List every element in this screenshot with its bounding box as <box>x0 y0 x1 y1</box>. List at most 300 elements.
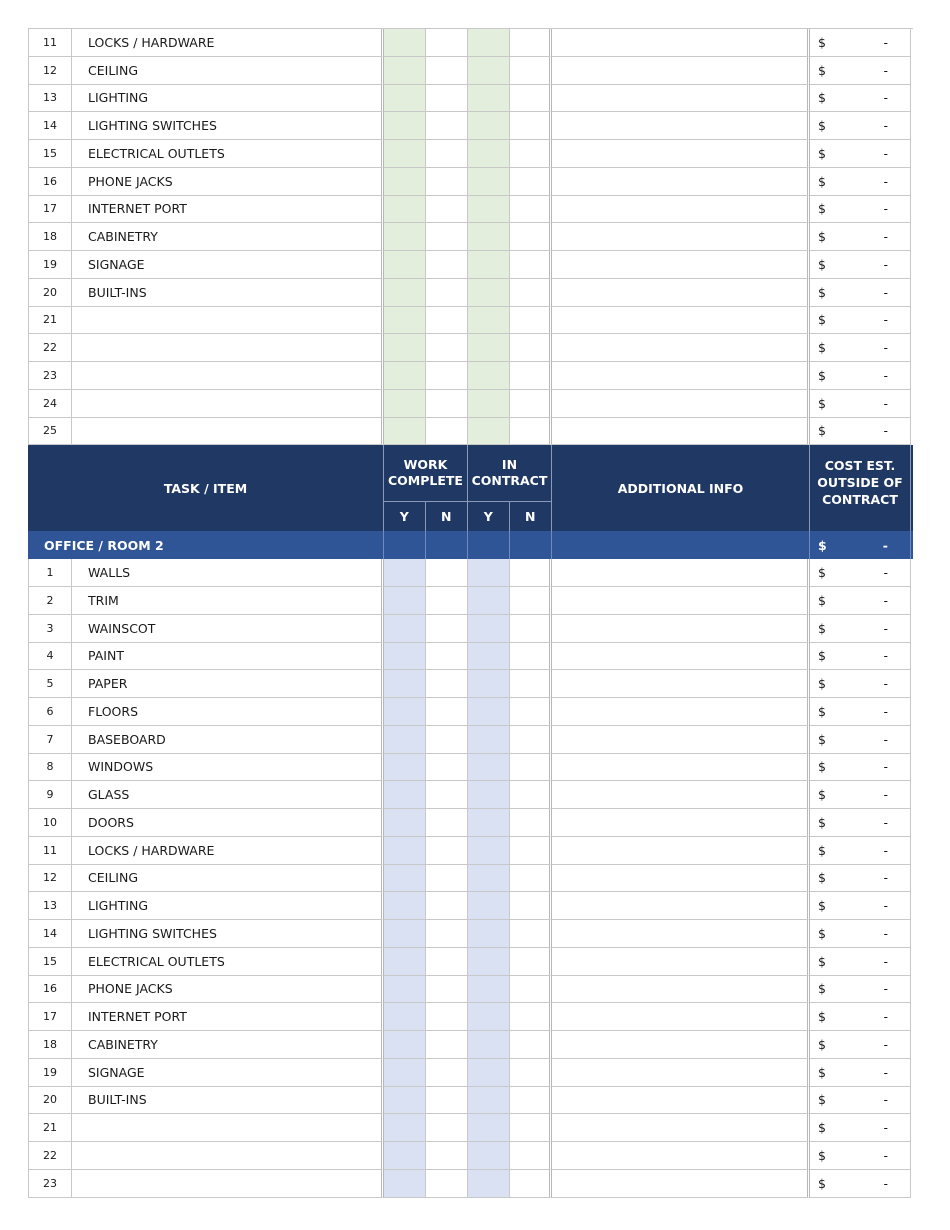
in-contract-yes-cell[interactable] <box>468 112 510 140</box>
task-item-cell[interactable]: WALLS <box>72 559 384 587</box>
work-complete-no-cell[interactable] <box>426 1059 468 1087</box>
task-item-cell[interactable] <box>72 418 384 446</box>
header-task-item: TASK / ITEM <box>28 445 384 531</box>
in-contract-no-cell[interactable] <box>510 892 552 920</box>
work-complete-no-cell[interactable] <box>426 1087 468 1115</box>
in-contract-yes-cell[interactable] <box>468 1114 510 1142</box>
task-item-cell[interactable]: ELECTRICAL OUTLETS <box>72 948 384 976</box>
additional-info-cell[interactable] <box>552 418 810 446</box>
task-item-cell[interactable]: PHONE JACKS <box>72 976 384 1004</box>
work-complete-yes-cell[interactable] <box>384 809 426 837</box>
additional-info-cell[interactable] <box>552 781 810 809</box>
work-complete-no-cell[interactable] <box>426 57 468 85</box>
work-complete-yes-cell[interactable] <box>384 670 426 698</box>
work-complete-yes-cell[interactable] <box>384 112 426 140</box>
cost-estimate-cell[interactable] <box>810 251 911 279</box>
cost-estimate-cell[interactable] <box>810 112 911 140</box>
in-contract-no-cell[interactable] <box>510 809 552 837</box>
in-contract-no-cell[interactable] <box>510 698 552 726</box>
work-complete-yes-cell[interactable] <box>384 1170 426 1198</box>
cost-value: - <box>883 814 888 830</box>
additional-info-cell[interactable] <box>552 1114 810 1142</box>
cost-estimate-cell[interactable] <box>810 307 911 335</box>
in-contract-no-cell[interactable] <box>510 418 552 446</box>
additional-info-cell[interactable] <box>552 390 810 418</box>
work-complete-yes-cell[interactable] <box>384 1003 426 1031</box>
cost-estimate-cell[interactable] <box>810 1170 911 1198</box>
work-complete-no-cell[interactable] <box>426 948 468 976</box>
work-complete-no-cell[interactable] <box>426 976 468 1004</box>
work-complete-no-cell[interactable] <box>426 223 468 251</box>
in-contract-yes-cell[interactable] <box>468 140 510 168</box>
in-contract-no-cell[interactable] <box>510 279 552 307</box>
work-complete-yes-cell[interactable] <box>384 251 426 279</box>
additional-info-cell[interactable] <box>552 754 810 782</box>
task-item-cell[interactable]: LOCKS / HARDWARE <box>72 29 384 57</box>
task-item-cell[interactable]: PHONE JACKS <box>72 168 384 196</box>
in-contract-yes-cell[interactable] <box>468 362 510 390</box>
cost-estimate-cell[interactable] <box>810 726 911 754</box>
work-complete-yes-cell[interactable] <box>384 85 426 113</box>
cost-estimate-cell[interactable] <box>810 85 911 113</box>
in-contract-no-cell[interactable] <box>510 726 552 754</box>
additional-info-cell[interactable] <box>552 698 810 726</box>
additional-info-cell[interactable] <box>552 670 810 698</box>
in-contract-yes-cell[interactable] <box>468 223 510 251</box>
table-row <box>28 362 913 390</box>
work-complete-no-cell[interactable] <box>426 837 468 865</box>
task-item-cell[interactable]: CEILING <box>72 57 384 85</box>
work-complete-yes-cell[interactable] <box>384 976 426 1004</box>
work-complete-no-cell[interactable] <box>426 754 468 782</box>
additional-info-cell[interactable] <box>552 223 810 251</box>
in-contract-no-cell[interactable] <box>510 615 552 643</box>
task-item-cell[interactable]: LIGHTING SWITCHES <box>72 920 384 948</box>
additional-info-cell[interactable] <box>552 559 810 587</box>
additional-info-cell[interactable] <box>552 85 810 113</box>
task-item-cell[interactable]: ELECTRICAL OUTLETS <box>72 140 384 168</box>
task-item-cell[interactable]: BUILT-INS <box>72 279 384 307</box>
cost-estimate-cell[interactable] <box>810 140 911 168</box>
cost-estimate-cell[interactable] <box>810 418 911 446</box>
in-contract-no-cell[interactable] <box>510 390 552 418</box>
work-complete-no-cell[interactable] <box>426 615 468 643</box>
cost-currency: $ <box>818 201 826 217</box>
in-contract-yes-cell[interactable] <box>468 1170 510 1198</box>
in-contract-yes-cell[interactable] <box>468 57 510 85</box>
in-contract-no-cell[interactable] <box>510 837 552 865</box>
work-complete-no-cell[interactable] <box>426 1031 468 1059</box>
work-complete-yes-cell[interactable] <box>384 920 426 948</box>
in-contract-no-cell[interactable] <box>510 754 552 782</box>
in-contract-no-cell[interactable] <box>510 920 552 948</box>
in-contract-yes-cell[interactable] <box>468 948 510 976</box>
cost-estimate-cell[interactable] <box>810 781 911 809</box>
additional-info-cell[interactable] <box>552 1003 810 1031</box>
work-complete-no-cell[interactable] <box>426 1170 468 1198</box>
work-complete-yes-cell[interactable] <box>384 754 426 782</box>
work-complete-yes-cell[interactable] <box>384 279 426 307</box>
cost-currency: $ <box>818 592 826 608</box>
work-complete-yes-cell[interactable] <box>384 643 426 671</box>
in-contract-no-cell[interactable] <box>510 29 552 57</box>
cost-currency: $ <box>818 145 826 161</box>
work-complete-no-cell[interactable] <box>426 1003 468 1031</box>
additional-info-cell[interactable] <box>552 29 810 57</box>
work-complete-yes-cell[interactable] <box>384 223 426 251</box>
in-contract-no-cell[interactable] <box>510 57 552 85</box>
cost-estimate-cell[interactable] <box>810 865 911 893</box>
in-contract-yes-cell[interactable] <box>468 726 510 754</box>
row-number: 13 <box>28 85 72 113</box>
in-contract-yes-cell[interactable] <box>468 307 510 335</box>
cost-value: - <box>883 62 888 78</box>
work-complete-yes-cell[interactable] <box>384 140 426 168</box>
row-number: 22 <box>28 334 72 362</box>
work-complete-yes-cell[interactable] <box>384 892 426 920</box>
additional-info-cell[interactable] <box>552 643 810 671</box>
table-row <box>28 643 913 671</box>
in-contract-yes-cell[interactable] <box>468 587 510 615</box>
work-complete-yes-cell[interactable] <box>384 1142 426 1170</box>
additional-info-cell[interactable] <box>552 726 810 754</box>
in-contract-no-cell[interactable] <box>510 781 552 809</box>
task-item-cell[interactable]: INTERNET PORT <box>72 196 384 224</box>
additional-info-cell[interactable] <box>552 1087 810 1115</box>
in-contract-yes-cell[interactable] <box>468 390 510 418</box>
in-contract-yes-cell[interactable] <box>468 1031 510 1059</box>
work-complete-yes-cell[interactable] <box>384 57 426 85</box>
cost-estimate-cell[interactable] <box>810 920 911 948</box>
cost-estimate-cell[interactable] <box>810 1142 911 1170</box>
in-contract-no-cell[interactable] <box>510 140 552 168</box>
additional-info-cell[interactable] <box>552 865 810 893</box>
office-room-2-rows <box>28 559 913 1197</box>
work-complete-no-cell[interactable] <box>426 587 468 615</box>
cost-estimate-cell[interactable] <box>810 1114 911 1142</box>
work-complete-no-cell[interactable] <box>426 279 468 307</box>
work-complete-no-cell[interactable] <box>426 140 468 168</box>
task-item-cell[interactable] <box>72 334 384 362</box>
in-contract-no-cell[interactable] <box>510 1059 552 1087</box>
work-complete-yes-cell[interactable] <box>384 837 426 865</box>
work-complete-yes-cell[interactable] <box>384 559 426 587</box>
in-contract-no-cell[interactable] <box>510 1003 552 1031</box>
work-complete-no-cell[interactable] <box>426 920 468 948</box>
work-complete-no-cell[interactable] <box>426 307 468 335</box>
row-number: 8 <box>28 754 72 782</box>
cost-estimate-cell[interactable] <box>810 559 911 587</box>
in-contract-yes-cell[interactable] <box>468 559 510 587</box>
cost-value: - <box>883 981 888 997</box>
task-item-cell[interactable] <box>72 390 384 418</box>
cost-estimate-cell[interactable] <box>810 754 911 782</box>
table-row <box>28 1087 913 1115</box>
additional-info-cell[interactable] <box>552 112 810 140</box>
in-contract-yes-cell[interactable] <box>468 809 510 837</box>
work-complete-no-cell[interactable] <box>426 809 468 837</box>
task-item-cell[interactable]: CEILING <box>72 865 384 893</box>
additional-info-cell[interactable] <box>552 587 810 615</box>
task-item-cell[interactable]: BUILT-INS <box>72 1087 384 1115</box>
cost-estimate-cell[interactable] <box>810 29 911 57</box>
in-contract-yes-cell[interactable] <box>468 670 510 698</box>
in-contract-no-cell[interactable] <box>510 362 552 390</box>
work-complete-yes-cell[interactable] <box>384 1114 426 1142</box>
work-complete-no-cell[interactable] <box>426 1114 468 1142</box>
additional-info-cell[interactable] <box>552 57 810 85</box>
in-contract-no-cell[interactable] <box>510 334 552 362</box>
in-contract-no-cell[interactable] <box>510 1087 552 1115</box>
task-item-cell[interactable]: SIGNAGE <box>72 251 384 279</box>
task-item-cell[interactable] <box>72 1114 384 1142</box>
task-item-cell[interactable]: INTERNET PORT <box>72 1003 384 1031</box>
additional-info-cell[interactable] <box>552 976 810 1004</box>
task-item-cell[interactable]: FLOORS <box>72 698 384 726</box>
additional-info-cell[interactable] <box>552 251 810 279</box>
work-complete-yes-cell[interactable] <box>384 698 426 726</box>
task-item-cell[interactable]: SIGNAGE <box>72 1059 384 1087</box>
cost-estimate-cell[interactable] <box>810 587 911 615</box>
work-complete-yes-cell[interactable] <box>384 781 426 809</box>
additional-info-cell[interactable] <box>552 1142 810 1170</box>
in-contract-yes-cell[interactable] <box>468 1003 510 1031</box>
task-item-cell[interactable]: LIGHTING SWITCHES <box>72 112 384 140</box>
work-complete-no-cell[interactable] <box>426 85 468 113</box>
cost-value: - <box>883 173 888 189</box>
in-contract-yes-cell[interactable] <box>468 976 510 1004</box>
in-contract-no-cell[interactable] <box>510 307 552 335</box>
in-contract-no-cell[interactable] <box>510 559 552 587</box>
additional-info-cell[interactable] <box>552 948 810 976</box>
work-complete-no-cell[interactable] <box>426 1142 468 1170</box>
previous-room-rows <box>28 28 913 445</box>
cost-estimate-cell[interactable] <box>810 670 911 698</box>
in-contract-yes-cell[interactable] <box>468 29 510 57</box>
task-item-cell[interactable]: WAINSCOT <box>72 615 384 643</box>
work-complete-yes-cell[interactable] <box>384 865 426 893</box>
cost-value: - <box>883 759 888 775</box>
cost-estimate-cell[interactable] <box>810 1059 911 1087</box>
work-complete-yes-cell[interactable] <box>384 418 426 446</box>
work-complete-no-cell[interactable] <box>426 781 468 809</box>
in-contract-yes-cell[interactable] <box>468 754 510 782</box>
in-contract-yes-cell[interactable] <box>468 279 510 307</box>
in-contract-yes-cell[interactable] <box>468 892 510 920</box>
in-contract-yes-cell[interactable] <box>468 1142 510 1170</box>
work-complete-yes-cell[interactable] <box>384 390 426 418</box>
work-complete-no-cell[interactable] <box>426 726 468 754</box>
task-item-cell[interactable]: BASEBOARD <box>72 726 384 754</box>
work-complete-no-cell[interactable] <box>426 559 468 587</box>
work-complete-no-cell[interactable] <box>426 334 468 362</box>
cost-value: - <box>883 1120 888 1136</box>
cost-estimate-cell[interactable] <box>810 809 911 837</box>
cost-estimate-cell[interactable] <box>810 223 911 251</box>
cost-estimate-cell[interactable] <box>810 1031 911 1059</box>
in-contract-no-cell[interactable] <box>510 251 552 279</box>
in-contract-no-cell[interactable] <box>510 865 552 893</box>
row-number: 12 <box>28 865 72 893</box>
work-complete-no-cell[interactable] <box>426 892 468 920</box>
task-item-cell[interactable] <box>72 362 384 390</box>
in-contract-yes-cell[interactable] <box>468 334 510 362</box>
additional-info-cell[interactable] <box>552 362 810 390</box>
additional-info-cell[interactable] <box>552 809 810 837</box>
in-contract-no-cell[interactable] <box>510 976 552 1004</box>
cost-estimate-cell[interactable] <box>810 1087 911 1115</box>
cost-value: - <box>883 925 888 941</box>
work-complete-no-cell[interactable] <box>426 112 468 140</box>
cost-estimate-cell[interactable] <box>810 57 911 85</box>
row-number: 21 <box>28 1114 72 1142</box>
cost-estimate-cell[interactable] <box>810 976 911 1004</box>
additional-info-cell[interactable] <box>552 1170 810 1198</box>
cost-currency: $ <box>818 898 826 914</box>
in-contract-no-cell[interactable] <box>510 587 552 615</box>
in-contract-yes-cell[interactable] <box>468 251 510 279</box>
task-item-cell[interactable] <box>72 1170 384 1198</box>
cost-estimate-cell[interactable] <box>810 698 911 726</box>
in-contract-no-cell[interactable] <box>510 643 552 671</box>
work-complete-yes-cell[interactable] <box>384 334 426 362</box>
in-contract-yes-cell[interactable] <box>468 781 510 809</box>
work-complete-yes-cell[interactable] <box>384 1031 426 1059</box>
task-item-cell[interactable]: LIGHTING <box>72 892 384 920</box>
additional-info-cell[interactable] <box>552 307 810 335</box>
cost-estimate-cell[interactable] <box>810 168 911 196</box>
additional-info-cell[interactable] <box>552 334 810 362</box>
work-complete-yes-cell[interactable] <box>384 29 426 57</box>
task-item-cell[interactable]: DOORS <box>72 809 384 837</box>
table-row <box>28 85 913 113</box>
additional-info-cell[interactable] <box>552 920 810 948</box>
in-contract-no-cell[interactable] <box>510 948 552 976</box>
in-contract-no-cell[interactable] <box>510 1031 552 1059</box>
in-contract-yes-cell[interactable] <box>468 865 510 893</box>
task-item-cell[interactable]: LOCKS / HARDWARE <box>72 837 384 865</box>
table-row <box>28 140 913 168</box>
work-complete-no-cell[interactable] <box>426 390 468 418</box>
in-contract-no-cell[interactable] <box>510 112 552 140</box>
cost-estimate-cell[interactable] <box>810 892 911 920</box>
work-complete-yes-cell[interactable] <box>384 196 426 224</box>
work-complete-no-cell[interactable] <box>426 196 468 224</box>
work-complete-no-cell[interactable] <box>426 251 468 279</box>
cost-estimate-cell[interactable] <box>810 837 911 865</box>
task-item-cell[interactable]: CABINETRY <box>72 1031 384 1059</box>
in-contract-no-cell[interactable] <box>510 196 552 224</box>
task-item-cell[interactable]: LIGHTING <box>72 85 384 113</box>
cost-value: - <box>883 145 888 161</box>
work-complete-no-cell[interactable] <box>426 643 468 671</box>
additional-info-cell[interactable] <box>552 615 810 643</box>
task-item-cell[interactable]: PAINT <box>72 643 384 671</box>
in-contract-no-cell[interactable] <box>510 168 552 196</box>
in-contract-yes-cell[interactable] <box>468 168 510 196</box>
in-contract-yes-cell[interactable] <box>468 418 510 446</box>
task-item-cell[interactable]: TRIM <box>72 587 384 615</box>
work-complete-yes-cell[interactable] <box>384 1059 426 1087</box>
in-contract-yes-cell[interactable] <box>468 698 510 726</box>
additional-info-cell[interactable] <box>552 1059 810 1087</box>
additional-info-cell[interactable] <box>552 196 810 224</box>
cost-estimate-cell[interactable] <box>810 279 911 307</box>
work-complete-no-cell[interactable] <box>426 362 468 390</box>
work-complete-yes-cell[interactable] <box>384 587 426 615</box>
work-complete-yes-cell[interactable] <box>384 615 426 643</box>
in-contract-no-cell[interactable] <box>510 1114 552 1142</box>
row-number: 13 <box>28 892 72 920</box>
in-contract-yes-cell[interactable] <box>468 920 510 948</box>
work-complete-no-cell[interactable] <box>426 698 468 726</box>
work-complete-yes-cell[interactable] <box>384 168 426 196</box>
header-cost-line2: OUTSIDE OF <box>817 474 903 490</box>
task-item-cell[interactable]: CABINETRY <box>72 223 384 251</box>
table-row <box>28 1031 913 1059</box>
work-complete-yes-cell[interactable] <box>384 362 426 390</box>
task-item-cell[interactable] <box>72 1142 384 1170</box>
work-complete-no-cell[interactable] <box>426 418 468 446</box>
in-contract-no-cell[interactable] <box>510 670 552 698</box>
cost-currency: $ <box>818 312 826 328</box>
work-complete-no-cell[interactable] <box>426 670 468 698</box>
section-additional-info <box>552 531 810 559</box>
in-contract-yes-cell[interactable] <box>468 615 510 643</box>
work-complete-no-cell[interactable] <box>426 168 468 196</box>
task-item-cell[interactable]: PAPER <box>72 670 384 698</box>
work-complete-yes-cell[interactable] <box>384 307 426 335</box>
in-contract-no-cell[interactable] <box>510 1142 552 1170</box>
section-in-contract-yes <box>468 531 510 559</box>
cost-estimate-cell[interactable] <box>810 362 911 390</box>
cost-estimate-cell[interactable] <box>810 948 911 976</box>
task-item-cell[interactable]: WINDOWS <box>72 754 384 782</box>
work-complete-no-cell[interactable] <box>426 865 468 893</box>
cost-estimate-cell[interactable] <box>810 334 911 362</box>
in-contract-yes-cell[interactable] <box>468 1087 510 1115</box>
in-contract-no-cell[interactable] <box>510 223 552 251</box>
in-contract-yes-cell[interactable] <box>468 196 510 224</box>
in-contract-yes-cell[interactable] <box>468 1059 510 1087</box>
in-contract-no-cell[interactable] <box>510 1170 552 1198</box>
cost-currency: $ <box>818 1009 826 1025</box>
additional-info-cell[interactable] <box>552 1031 810 1059</box>
cost-estimate-cell[interactable] <box>810 1003 911 1031</box>
work-complete-yes-cell[interactable] <box>384 948 426 976</box>
work-complete-yes-cell[interactable] <box>384 1087 426 1115</box>
task-item-cell[interactable] <box>72 307 384 335</box>
work-complete-yes-cell[interactable] <box>384 726 426 754</box>
cost-estimate-cell[interactable] <box>810 643 911 671</box>
task-item-cell[interactable]: GLASS <box>72 781 384 809</box>
work-complete-no-cell[interactable] <box>426 29 468 57</box>
cost-value: - <box>883 898 888 914</box>
additional-info-cell[interactable] <box>552 892 810 920</box>
in-contract-yes-cell[interactable] <box>468 85 510 113</box>
additional-info-cell[interactable] <box>552 279 810 307</box>
additional-info-cell[interactable] <box>552 837 810 865</box>
additional-info-cell[interactable] <box>552 168 810 196</box>
additional-info-cell[interactable] <box>552 140 810 168</box>
header-in-contract <box>468 445 552 531</box>
in-contract-yes-cell[interactable] <box>468 643 510 671</box>
cost-estimate-cell[interactable] <box>810 615 911 643</box>
cost-estimate-cell[interactable] <box>810 196 911 224</box>
in-contract-no-cell[interactable] <box>510 85 552 113</box>
in-contract-yes-cell[interactable] <box>468 837 510 865</box>
cost-estimate-cell[interactable] <box>810 390 911 418</box>
